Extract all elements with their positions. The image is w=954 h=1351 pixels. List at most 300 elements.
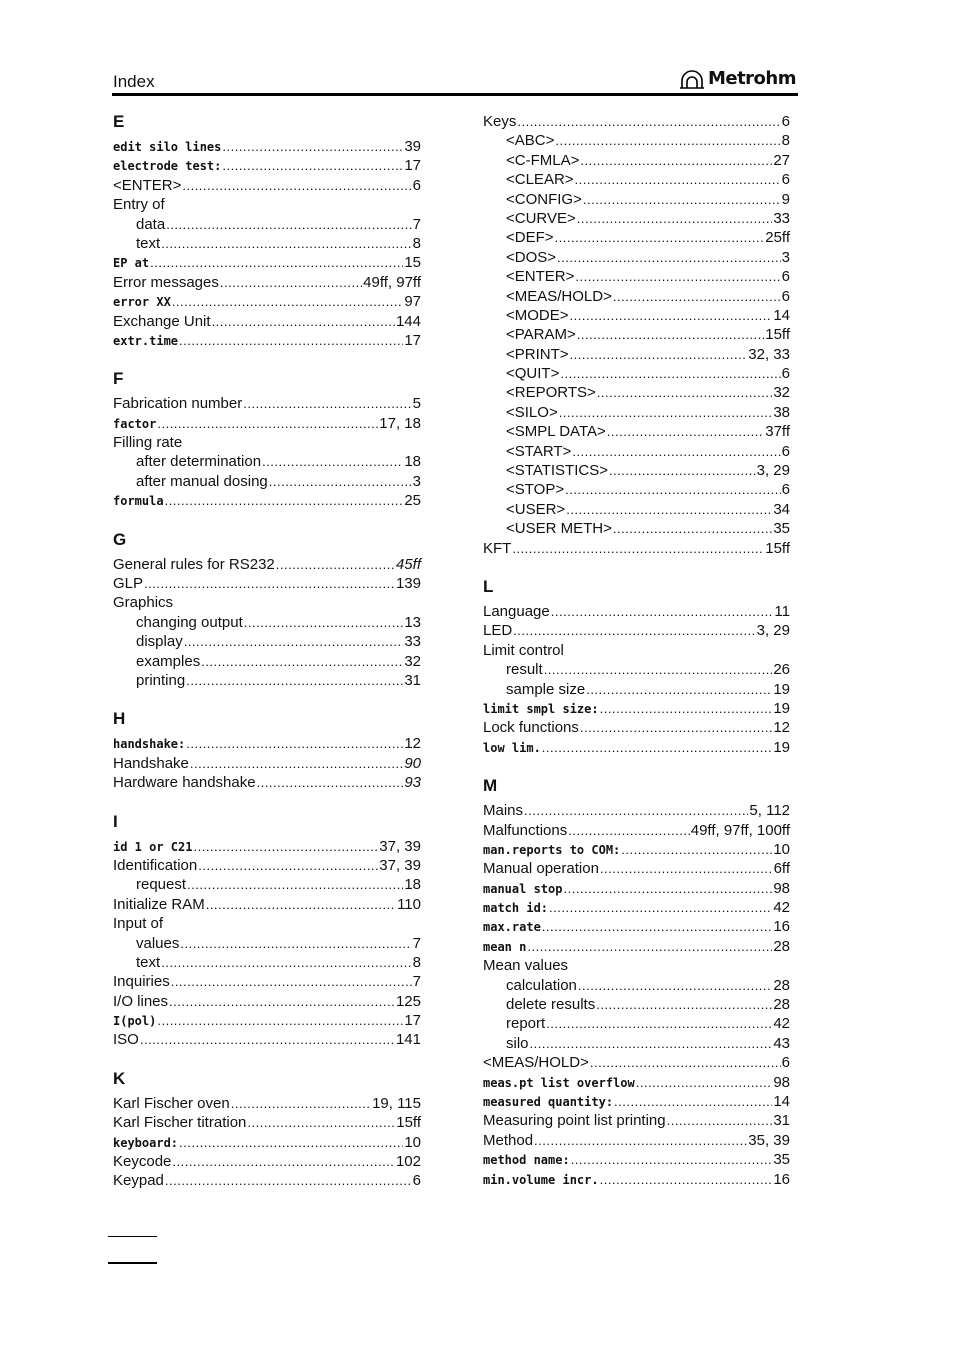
entry-term: formula bbox=[113, 494, 164, 509]
leader-dots bbox=[621, 840, 772, 859]
entry-page: 6 bbox=[781, 365, 790, 383]
entry-page: 27 bbox=[773, 151, 790, 169]
footer-rule-bottom bbox=[108, 1262, 157, 1264]
leader-dots bbox=[559, 403, 773, 422]
index-entry bbox=[113, 195, 421, 214]
entry-term: min.volume incr. bbox=[483, 1172, 599, 1187]
leader-dots bbox=[544, 660, 773, 679]
entry-page: 15ff bbox=[765, 326, 790, 344]
entry-term: <QUIT> bbox=[506, 365, 560, 383]
index-entry bbox=[113, 972, 421, 991]
index-entry bbox=[113, 1011, 421, 1030]
entry-term: KFT bbox=[483, 539, 512, 557]
entry-term: <SMPL DATA> bbox=[506, 423, 606, 441]
section-letter: F bbox=[113, 369, 124, 389]
entry-page: 7 bbox=[412, 215, 421, 233]
leader-dots bbox=[150, 253, 403, 272]
index-entry bbox=[113, 1094, 421, 1113]
index-entry bbox=[483, 131, 790, 150]
entry-page: 25ff bbox=[765, 229, 790, 247]
entry-term: request bbox=[136, 876, 187, 894]
index-entry bbox=[483, 170, 790, 189]
entry-term: keyboard: bbox=[113, 1135, 179, 1150]
index-entry bbox=[483, 325, 790, 344]
leader-dots bbox=[157, 1011, 403, 1030]
leader-dots bbox=[247, 1113, 395, 1132]
index-section bbox=[113, 1069, 421, 1191]
entry-page: 35 bbox=[773, 1151, 790, 1169]
entry-page: 31 bbox=[404, 671, 421, 689]
leader-dots bbox=[243, 394, 411, 413]
index-entry bbox=[483, 699, 790, 718]
leader-dots bbox=[596, 995, 772, 1014]
entry-page: 3, 29 bbox=[756, 622, 790, 640]
index-entry bbox=[113, 574, 421, 593]
entry-page: 16 bbox=[773, 918, 790, 936]
entry-term: Hardware handshake bbox=[113, 774, 256, 792]
entry-page: 141 bbox=[395, 1031, 421, 1049]
entry-page: 11 bbox=[774, 602, 790, 620]
entry-term: result bbox=[506, 661, 543, 679]
entry-page: 37, 39 bbox=[379, 837, 421, 855]
leader-dots bbox=[565, 480, 781, 499]
entry-term: text bbox=[136, 953, 161, 971]
index-entry bbox=[483, 738, 790, 757]
entry-page: 17, 18 bbox=[379, 414, 421, 432]
entry-page: 6 bbox=[781, 287, 790, 305]
entry-page: 98 bbox=[773, 1073, 790, 1091]
entry-page: 93 bbox=[404, 774, 421, 792]
index-entry bbox=[483, 821, 790, 840]
leader-dots bbox=[530, 1034, 773, 1053]
leader-dots bbox=[169, 992, 395, 1011]
leader-dots bbox=[563, 879, 772, 898]
entry-term: <PRINT> bbox=[506, 345, 569, 363]
entry-page: 18 bbox=[404, 453, 421, 471]
entry-term: Manual operation bbox=[483, 860, 599, 878]
entry-page: 144 bbox=[395, 312, 421, 330]
entry-term: id 1 or C21 bbox=[113, 839, 193, 854]
entry-term: Error messages bbox=[113, 273, 219, 291]
index-entry bbox=[483, 917, 790, 936]
index-entry bbox=[113, 914, 421, 933]
leader-dots bbox=[557, 248, 781, 267]
leader-dots bbox=[512, 539, 764, 558]
index-entry bbox=[483, 383, 790, 402]
logo-text: Metrohm bbox=[707, 68, 796, 89]
index-entry bbox=[483, 1034, 790, 1053]
entry-term: text bbox=[136, 234, 161, 252]
index-entry bbox=[113, 593, 421, 612]
entry-page: 8 bbox=[781, 132, 790, 150]
leader-dots bbox=[555, 131, 780, 150]
leader-dots bbox=[570, 306, 773, 325]
index-entry bbox=[113, 292, 421, 311]
leader-dots bbox=[276, 555, 395, 574]
index-entry bbox=[483, 1150, 790, 1169]
entry-page: 37ff bbox=[765, 423, 790, 441]
leader-dots bbox=[575, 170, 781, 189]
entry-term: Method bbox=[483, 1131, 534, 1149]
entry-page: 37, 39 bbox=[379, 856, 421, 874]
index-entry bbox=[113, 414, 421, 433]
index-entry bbox=[483, 442, 790, 461]
leader-dots bbox=[568, 821, 690, 840]
entry-term: printing bbox=[136, 671, 186, 689]
entry-page: 45ff bbox=[395, 555, 421, 573]
leader-dots bbox=[667, 1111, 773, 1130]
index-entry bbox=[113, 433, 421, 452]
leader-dots bbox=[165, 491, 404, 510]
entry-term: extr.time bbox=[113, 333, 179, 348]
entry-term: match id: bbox=[483, 901, 549, 916]
entry-page: 39 bbox=[404, 138, 421, 155]
index-entry bbox=[483, 840, 790, 859]
entry-term: <ENTER> bbox=[113, 176, 182, 194]
entry-page: 28 bbox=[773, 996, 790, 1014]
leader-dots bbox=[586, 680, 772, 699]
leader-dots bbox=[231, 1094, 371, 1113]
entry-term: <START> bbox=[506, 442, 572, 460]
entry-page: 42 bbox=[773, 899, 790, 917]
index-entry bbox=[113, 1030, 421, 1049]
index-entry bbox=[483, 879, 790, 898]
entry-term: <CURVE> bbox=[506, 209, 576, 227]
index-entry bbox=[483, 519, 790, 538]
entry-term: max.rate bbox=[483, 920, 541, 935]
leader-dots bbox=[575, 267, 780, 286]
entry-page: 90 bbox=[404, 754, 421, 772]
entry-page: 6 bbox=[781, 113, 790, 130]
entry-page: 19, 115 bbox=[372, 1094, 421, 1112]
entry-term: calculation bbox=[506, 976, 577, 994]
entry-page: 7 bbox=[412, 934, 421, 952]
entry-term: examples bbox=[136, 652, 201, 670]
index-entry bbox=[483, 306, 790, 325]
leader-dots bbox=[577, 325, 765, 344]
index-entry bbox=[113, 1171, 421, 1190]
index-entry bbox=[113, 953, 421, 972]
leader-dots bbox=[560, 364, 780, 383]
section-letter: L bbox=[483, 576, 494, 596]
leader-dots bbox=[186, 734, 403, 753]
leader-dots bbox=[600, 1170, 773, 1189]
entry-page: 19 bbox=[773, 680, 790, 698]
entry-term: General rules for RS232 bbox=[113, 555, 275, 573]
index-entry bbox=[113, 331, 421, 350]
index-entry bbox=[483, 680, 790, 699]
leader-dots bbox=[546, 1014, 772, 1033]
index-entry bbox=[113, 734, 421, 753]
entry-page: 32 bbox=[404, 652, 421, 670]
entry-term: Filling rate bbox=[113, 434, 183, 452]
index-column-left bbox=[113, 112, 421, 1210]
leader-dots bbox=[527, 937, 772, 956]
entry-term: <MODE> bbox=[506, 306, 569, 324]
entry-term: Mains bbox=[483, 802, 524, 820]
entry-term: Input of bbox=[113, 915, 164, 933]
entry-term: Keycode bbox=[113, 1153, 172, 1171]
entry-page: 17 bbox=[404, 157, 421, 175]
leader-dots bbox=[166, 215, 411, 234]
entry-term: Identification bbox=[113, 856, 198, 874]
index-entry bbox=[483, 1092, 790, 1111]
leader-dots bbox=[600, 699, 773, 718]
leader-dots bbox=[187, 875, 403, 894]
entry-page: 10 bbox=[773, 840, 790, 858]
header-rule bbox=[112, 93, 798, 96]
entry-page: 98 bbox=[773, 879, 790, 897]
section-letter: M bbox=[483, 776, 498, 796]
entry-term: Graphics bbox=[113, 594, 174, 612]
leader-dots bbox=[600, 859, 773, 878]
index-entry bbox=[483, 956, 790, 975]
entry-term: factor bbox=[113, 416, 157, 431]
index-entry bbox=[483, 228, 790, 247]
leader-dots bbox=[262, 452, 403, 471]
entry-page: 18 bbox=[404, 876, 421, 894]
entry-page: 15 bbox=[404, 254, 421, 272]
index-entry bbox=[483, 248, 790, 267]
leader-dots bbox=[583, 190, 781, 209]
index-section bbox=[113, 369, 421, 510]
entry-page: 35, 39 bbox=[748, 1131, 790, 1149]
entry-page: 38 bbox=[773, 403, 790, 421]
entry-term: mean n bbox=[483, 939, 527, 954]
index-entry bbox=[483, 267, 790, 286]
index-entry bbox=[113, 632, 421, 651]
index-entry bbox=[113, 156, 421, 175]
entry-term: edit silo lines bbox=[113, 140, 222, 154]
leader-dots bbox=[551, 602, 774, 621]
leader-dots bbox=[534, 1131, 747, 1150]
entry-page: 139 bbox=[395, 575, 421, 593]
leader-dots bbox=[570, 345, 748, 364]
index-section bbox=[483, 112, 790, 558]
entry-term: manual stop bbox=[483, 881, 563, 896]
leader-dots bbox=[212, 312, 395, 331]
leader-dots bbox=[609, 461, 756, 480]
entry-term: <ENTER> bbox=[506, 268, 575, 286]
entry-term: method name: bbox=[483, 1153, 570, 1168]
entry-term: data bbox=[136, 215, 166, 233]
leader-dots bbox=[171, 972, 412, 991]
leader-dots bbox=[144, 574, 395, 593]
index-entry bbox=[483, 995, 790, 1014]
page-header bbox=[112, 68, 798, 94]
entry-term: Keys bbox=[483, 113, 517, 130]
index-entry bbox=[113, 934, 421, 953]
entry-term: man.reports to COM: bbox=[483, 842, 621, 857]
entry-page: 97 bbox=[404, 293, 421, 311]
leader-dots bbox=[590, 1053, 781, 1072]
index-entry bbox=[113, 1133, 421, 1152]
entry-term: <USER METH> bbox=[506, 520, 612, 538]
index-entry bbox=[483, 480, 790, 499]
index-section bbox=[113, 709, 421, 792]
leader-dots bbox=[179, 331, 403, 350]
entry-page: 15ff bbox=[765, 539, 790, 557]
entry-page: 28 bbox=[773, 937, 790, 955]
index-entry bbox=[483, 403, 790, 422]
leader-dots bbox=[549, 898, 772, 917]
index-entry bbox=[483, 364, 790, 383]
entry-term: limit smpl size: bbox=[483, 701, 599, 716]
leader-dots bbox=[577, 209, 773, 228]
index-entry bbox=[113, 613, 421, 632]
entry-term: Fabrication number bbox=[113, 395, 243, 413]
leader-dots bbox=[184, 632, 404, 651]
entry-term: Inquiries bbox=[113, 973, 170, 991]
entry-term: <ABC> bbox=[506, 132, 555, 150]
index-entry bbox=[483, 859, 790, 878]
entry-term: meas.pt list overflow bbox=[483, 1075, 635, 1090]
leader-dots bbox=[513, 621, 755, 640]
index-entry bbox=[483, 539, 790, 558]
leader-dots bbox=[244, 613, 404, 632]
entry-term: after determination bbox=[136, 453, 262, 471]
entry-term: <DEF> bbox=[506, 229, 554, 247]
leader-dots bbox=[571, 1150, 773, 1169]
entry-term: error XX bbox=[113, 295, 171, 310]
entry-page: 19 bbox=[773, 738, 790, 756]
entry-page: 49ff, 97ff bbox=[363, 273, 421, 291]
entry-term: Malfunctions bbox=[483, 821, 568, 839]
leader-dots bbox=[186, 671, 403, 690]
entry-page: 125 bbox=[395, 992, 421, 1010]
leader-dots bbox=[220, 273, 362, 292]
entry-term: Mean values bbox=[483, 957, 569, 975]
index-entry bbox=[113, 1152, 421, 1171]
entry-page: 6 bbox=[781, 171, 790, 189]
entry-page: 14 bbox=[773, 306, 790, 324]
entry-page: 6 bbox=[781, 481, 790, 499]
entry-page: 28 bbox=[773, 976, 790, 994]
entry-term: <CLEAR> bbox=[506, 171, 574, 189]
leader-dots bbox=[566, 500, 772, 519]
index-entry bbox=[483, 287, 790, 306]
index-entry bbox=[483, 190, 790, 209]
leader-dots bbox=[269, 472, 412, 491]
entry-term: <PARAM> bbox=[506, 326, 576, 344]
index-entry bbox=[113, 837, 421, 856]
leader-dots bbox=[614, 1092, 772, 1111]
leader-dots bbox=[517, 112, 780, 131]
footer-rule-top bbox=[108, 1236, 157, 1237]
index-entry bbox=[113, 555, 421, 574]
leader-dots bbox=[157, 414, 378, 433]
entry-term: sample size bbox=[506, 680, 586, 698]
entry-page: 8 bbox=[412, 234, 421, 252]
index-entry bbox=[483, 151, 790, 170]
leader-dots bbox=[161, 234, 411, 253]
entry-term: Initialize RAM bbox=[113, 895, 205, 913]
leader-dots bbox=[206, 895, 396, 914]
entry-term: Lock functions bbox=[483, 719, 579, 737]
index-entry bbox=[113, 472, 421, 491]
index-entry bbox=[483, 345, 790, 364]
entry-term: Keypad bbox=[113, 1172, 164, 1190]
index-entry bbox=[113, 491, 421, 510]
leader-dots bbox=[172, 292, 404, 311]
leader-dots bbox=[140, 1030, 395, 1049]
entry-page: 3 bbox=[781, 248, 790, 266]
entry-term: EP at bbox=[113, 256, 150, 271]
entry-term: GLP bbox=[113, 575, 144, 593]
leader-dots bbox=[193, 837, 378, 856]
leader-dots bbox=[257, 773, 404, 792]
section-letter: E bbox=[113, 112, 125, 131]
index-entry bbox=[113, 1113, 421, 1132]
index-entry bbox=[483, 641, 790, 660]
index-entry bbox=[483, 1053, 790, 1072]
entry-page: 35 bbox=[773, 520, 790, 538]
leader-dots bbox=[524, 801, 748, 820]
index-entry bbox=[483, 660, 790, 679]
index-entry bbox=[113, 137, 421, 156]
entry-page: 33 bbox=[404, 633, 421, 651]
index-entry bbox=[483, 112, 790, 131]
leader-dots bbox=[578, 976, 772, 995]
entry-page: 6 bbox=[781, 1054, 790, 1072]
entry-page: 17 bbox=[404, 1012, 421, 1030]
entry-term: Karl Fischer titration bbox=[113, 1114, 247, 1132]
leader-dots bbox=[542, 917, 773, 936]
entry-page: 7 bbox=[412, 973, 421, 991]
entry-term: Entry of bbox=[113, 196, 165, 214]
entry-page: 110 bbox=[397, 895, 421, 913]
index-entry bbox=[483, 209, 790, 228]
leader-dots bbox=[222, 137, 403, 156]
entry-page: 34 bbox=[773, 500, 790, 518]
index-entry bbox=[113, 773, 421, 792]
entry-page: 16 bbox=[773, 1170, 790, 1188]
metrohm-logo bbox=[680, 68, 796, 89]
index-entry bbox=[483, 1170, 790, 1189]
entry-term: Karl Fischer oven bbox=[113, 1094, 230, 1112]
entry-term: Measuring point list printing bbox=[483, 1112, 666, 1130]
index-entry bbox=[483, 461, 790, 480]
leader-dots bbox=[580, 151, 772, 170]
index-section bbox=[483, 776, 790, 1189]
entry-page: 12 bbox=[773, 719, 790, 737]
index-section bbox=[113, 812, 421, 1050]
index-entry bbox=[483, 898, 790, 917]
entry-term: values bbox=[136, 934, 180, 952]
index-entry bbox=[113, 253, 421, 272]
entry-page: 17 bbox=[404, 331, 421, 349]
index-entry bbox=[483, 621, 790, 640]
index-entry bbox=[113, 234, 421, 253]
entry-page: 5, 112 bbox=[749, 802, 790, 820]
index-entry bbox=[113, 176, 421, 195]
index-entry bbox=[113, 273, 421, 292]
leader-dots bbox=[179, 1133, 403, 1152]
index-entry bbox=[113, 312, 421, 331]
entry-page: 5 bbox=[412, 395, 421, 413]
page-title: Index bbox=[113, 72, 155, 91]
entry-term: measured quantity: bbox=[483, 1094, 614, 1109]
leader-dots bbox=[190, 754, 403, 773]
entry-page: 31 bbox=[773, 1112, 790, 1130]
entry-page: 102 bbox=[395, 1153, 421, 1171]
leader-dots bbox=[542, 738, 773, 757]
index-entry bbox=[483, 500, 790, 519]
entry-term: report bbox=[506, 1015, 546, 1033]
leader-dots bbox=[201, 652, 403, 671]
leader-dots bbox=[165, 1171, 412, 1190]
index-entry bbox=[483, 1131, 790, 1150]
